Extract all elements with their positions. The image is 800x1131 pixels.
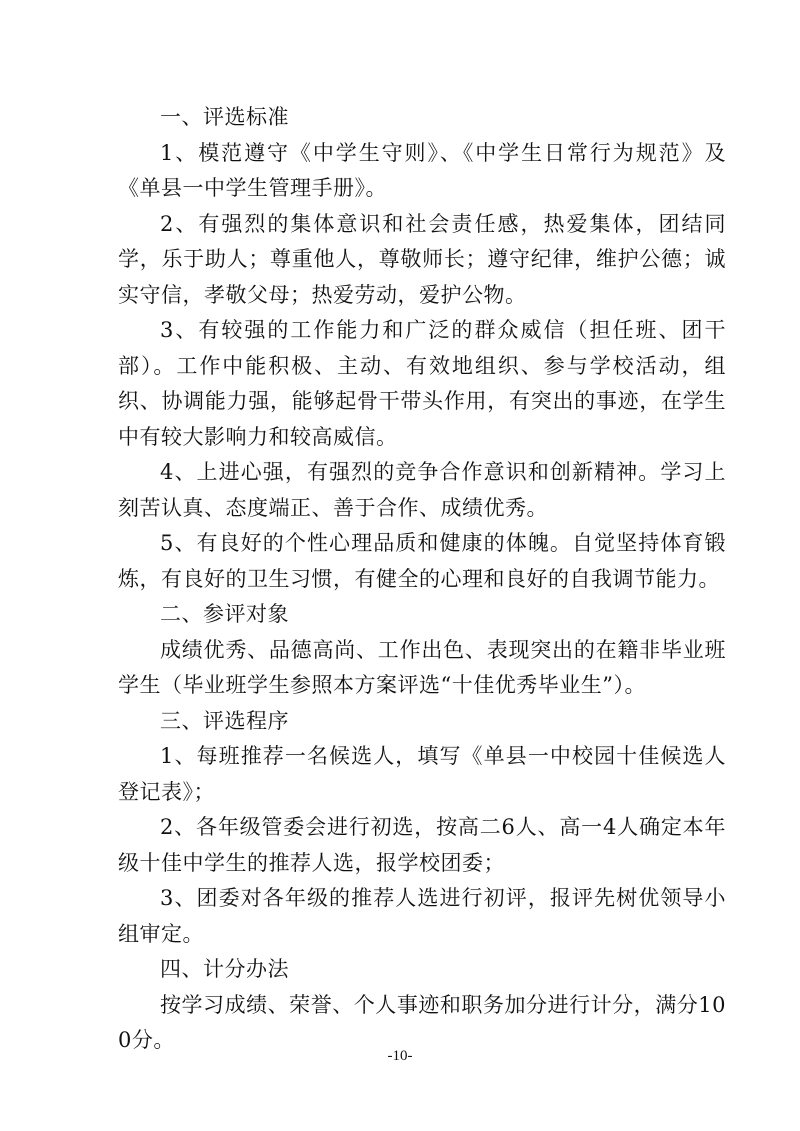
criteria-item-1: 1、模范遵守《中学生守则》、《中学生日常行为规范》及《单县一中学生管理手册》。	[118, 140, 726, 200]
procedure-item-3: 3、团委对各年级的推荐人选进行初评，报评先树优领导小组审定。	[118, 886, 726, 946]
procedure-item-2: 2、各年级管委会进行初选，按高二6人、高一4人确定本年级十佳中学生的推荐人选，报学校团委；	[118, 815, 726, 875]
page-number: -10-	[387, 1048, 413, 1064]
section-heading-procedure: 三、评选程序	[160, 708, 289, 733]
procedure-item-1: 1、每班推荐一名候选人，填写《单县一中校园十佳候选人登记表》；	[118, 744, 726, 804]
criteria-item-4: 4、上进心强，有强烈的竞争合作意识和创新精神。学习上刻苦认真、态度端正、善于合作、成绩优秀。	[118, 460, 726, 520]
criteria-item-3: 3、有较强的工作能力和广泛的群众威信（担任班、团干部）。工作中能积极、主动、有效地组织、参与学校活动，组织、协调能力强，能够起骨干带头作用，有突出的事迹，在学生中有较大影响力和较高威信。	[118, 318, 726, 449]
section-heading-eligibility: 二、参评对象	[160, 602, 289, 626]
criteria-item-5: 5、有良好的个性心理品质和健康的体魄。自觉坚持体育锻炼，有良好的卫生习惯，有健全的心理和良好的自我调节能力。	[118, 531, 726, 591]
section-heading-criteria: 一、评选标准	[160, 105, 289, 129]
eligibility-text: 成绩优秀、品德高尚、工作出色、表现突出的在籍非毕业班学生（毕业班学生参照本方案评选“十佳优秀毕业生”）。	[118, 637, 726, 697]
section-heading-scoring: 四、计分办法	[160, 957, 289, 981]
criteria-item-2: 2、有强烈的集体意识和社会责任感，热爱集体，团结同学，乐于助人；尊重他人，尊敬师长；遵守纪律，维护公德；诚实守信，孝敬父母；热爱劳动，爱护公物。	[118, 211, 726, 307]
scoring-text: 按学习成绩、荣誉、个人事迹和职务加分进行计分，满分100分。	[118, 992, 726, 1052]
document-body	[118, 100, 726, 1059]
